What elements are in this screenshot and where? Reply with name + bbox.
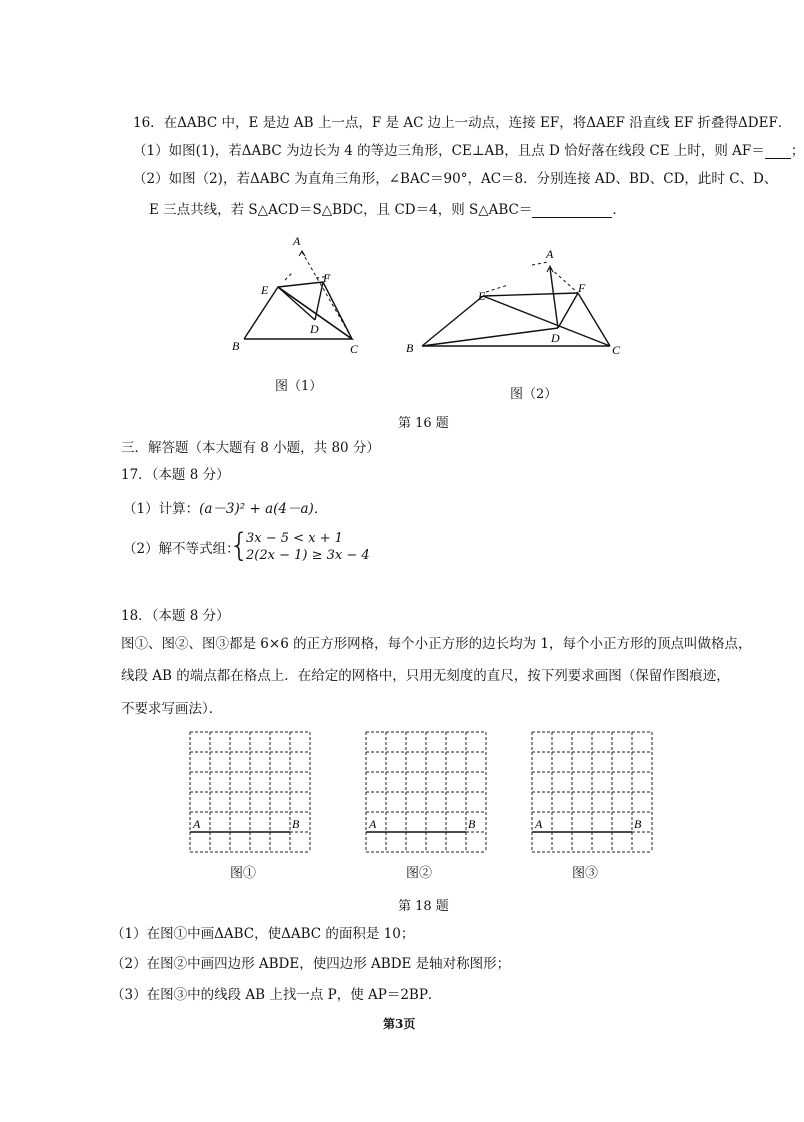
q17-part1 (123, 501, 327, 517)
fig2-segment-fc (578, 293, 610, 346)
grid1-label-a: A (193, 817, 201, 831)
q16-fig2-caption: 图（2） (510, 387, 558, 402)
q17-ineq1: 3x − 5 < x + 1 (246, 531, 343, 546)
q18-caption-3: 图③ (572, 866, 599, 881)
q16-line4 (149, 202, 626, 218)
fig1-segment-ef (278, 282, 323, 287)
fig2-label-b: B (406, 341, 414, 355)
fig2-label-e: E (478, 289, 486, 303)
q18-grid-3 (532, 732, 652, 852)
fig2-dashed-af (550, 268, 578, 293)
fig2-segment-ad (550, 268, 558, 328)
q18-line3: 不要求写画法）． (121, 701, 223, 717)
q18-line2: 线段 AB 的端点都在格点上．在给定的网格中，只用无刻度的直尺，按下列要求画图（保留作图痕迹， (121, 668, 730, 684)
q17-ineq2: 2(2x − 1) ≥ 3x − 4 (246, 548, 370, 563)
fig2-dashed-a (532, 262, 548, 265)
grid2-label-b: B (468, 817, 476, 831)
q17-brace: { (229, 526, 250, 564)
fig2-segment-ec (483, 296, 610, 346)
fig2-segment-fd (558, 293, 578, 328)
fig2-segment-bd (422, 328, 558, 346)
fig1-label-a: A (293, 234, 301, 248)
q18-grid-1 (190, 732, 310, 852)
q18-part1: （1）在图①中画ΔABC，使ΔABC 的面积是 10； (111, 926, 415, 942)
q16-figure-1 (225, 232, 375, 357)
q18-grid-2 (366, 732, 486, 852)
fig1-label-d: D (310, 322, 319, 336)
fig1-label-f: F (323, 271, 331, 285)
q16-line2-end: ； (790, 143, 804, 159)
q16-line4-text: E 三点共线，若 S△ACD＝S△BDC，且 CD＝4，则 S△ABC＝ (149, 202, 533, 218)
q18-line1: 图①、图②、图③都是 6×6 的正方形网格，每个小正方形的边长均为 1，每个小正方形的顶点叫做格点， (121, 636, 752, 652)
fig1-segment-fd (315, 282, 323, 320)
fig2-label-d: D (551, 331, 560, 345)
page-number: 第3页 (383, 1017, 416, 1031)
q16-line4-end: ． (612, 202, 626, 218)
fig1-label-c: C (350, 342, 359, 356)
q18-caption-2: 图② (406, 866, 433, 881)
q17-part1-prefix: （1）计算： (123, 501, 200, 517)
q18-part2: （2）在图②中画四边形 ABDE，使四边形 ABDE 是轴对称图形； (111, 956, 511, 972)
fig1-label-e: E (261, 283, 269, 297)
q16-figure-title: 第 16 题 (398, 416, 449, 431)
fig1-dashed-ea (285, 272, 293, 280)
fig2-dashed-e (486, 285, 508, 292)
q17-part2-prefix: （2）解不等式组： (123, 541, 240, 557)
q18-header: 18．（本题 8 分） (121, 608, 230, 624)
q18-figure-title: 第 18 题 (398, 899, 449, 914)
fig1-arrow-mark (299, 251, 305, 256)
q16-blank-2 (532, 217, 612, 218)
q16-line3: （2）如图（2)，若ΔABC 为直角三角形，∠BAC＝90°，AC＝8．分别连接 AD、BD、CD，此时 C、D、 (133, 171, 778, 187)
fig1-label-b: B (232, 339, 240, 353)
fig2-label-a: A (546, 247, 554, 261)
grid1-label-b: B (292, 817, 300, 831)
grid3-label-a: A (535, 817, 543, 831)
q18-caption-1: 图① (230, 866, 257, 881)
q16-line1: 16．在ΔABC 中，E 是边 AB 上一点，F 是 AC 边上一动点，连接 EF，将ΔAEF 沿直线 EF 折叠得ΔDEF． (133, 115, 792, 131)
section3-title: 三．解答题（本大题有 8 小题，共 80 分） (121, 440, 380, 456)
q16-line2-text: （1）如图(1)，若ΔABC 为边长为 4 的等边三角形，CE⊥AB，且点 D 恰好落在线段 CE 上时，则 AF＝ (133, 143, 765, 159)
fig1-segment-ed (278, 287, 315, 320)
fig2-segment-ef (483, 293, 578, 296)
q16-fig1-caption: 图（1） (275, 379, 323, 394)
fig2-label-f: F (578, 281, 586, 295)
grid2-label-a: A (369, 817, 377, 831)
fig2-label-c: C (612, 343, 621, 357)
q16-figure-2 (400, 240, 635, 360)
q16-blank-1 (765, 158, 791, 159)
q16-line2 (133, 143, 804, 159)
q18-part3: （3）在图③中的线段 AB 上找一点 P，使 AP＝2BP． (111, 987, 442, 1003)
q17-header: 17．（本题 8 分） (121, 467, 230, 483)
q17-part1-expr: (a－3)² + a(4－a)． (199, 501, 328, 517)
grid3-label-b: B (634, 817, 642, 831)
